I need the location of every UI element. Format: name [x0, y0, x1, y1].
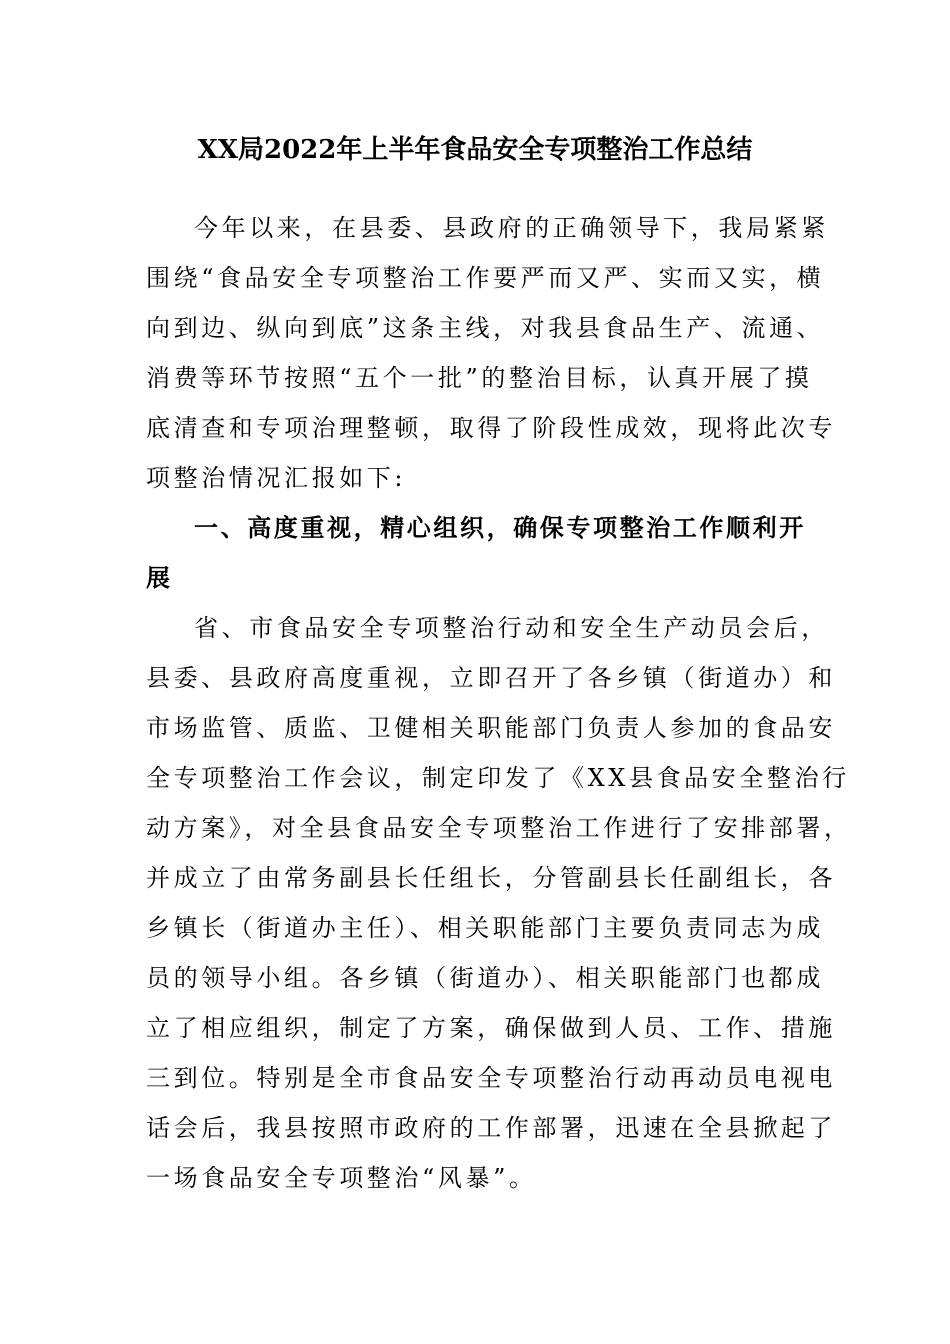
- intro-line: 项整治情况汇报如下:: [146, 464, 407, 492]
- intro-line: 消费等环节按照“五个一批”的整治目标，认真开展了摸: [146, 364, 813, 392]
- body-line: 动方案》，对全县食品安全专项整治工作进行了安排部署，: [146, 814, 852, 842]
- body-line: 市场监管、质监、卫健相关职能部门负责人参加的食品安: [146, 714, 836, 742]
- intro-line: 底清查和专项治理整顿，取得了阶段性成效，现将此次专: [146, 414, 836, 442]
- body-line: 乡镇长（街道办主任）、相关职能部门主要负责同志为成: [146, 914, 824, 942]
- intro-line: 向到边、纵向到底”这条主线，对我县食品生产、流通、: [146, 314, 825, 342]
- body-line: 三到位。特别是全市食品安全专项整治行动再动员电视电: [146, 1064, 836, 1092]
- body-line: 立了相应组织，制定了方案，确保做到人员、工作、措施: [146, 1014, 836, 1042]
- document-title: XX局2022年上半年食品安全专项整治工作总结: [197, 135, 753, 165]
- body-line: 话会后，我县按照市政府的工作部署，迅速在全县掀起了: [146, 1114, 836, 1142]
- body-line: 员的领导小组。各乡镇（街道办）、相关职能部门也都成: [146, 964, 824, 992]
- body-line: 全专项整治工作会议，制定印发了《XX县食品安全整治行: [146, 764, 850, 792]
- section-heading: 展: [146, 564, 173, 592]
- body-line: 一场食品安全专项整治“风暴”。: [146, 1164, 537, 1192]
- body-line: 县委、县政府高度重视，立即召开了各乡镇（街道办）和: [146, 664, 836, 692]
- body-line: 并成立了由常务副县长任组长，分管副县长任副组长，各: [146, 864, 836, 892]
- intro-line: 今年以来，在县委、县政府的正确领导下，我局紧紧: [194, 214, 829, 242]
- body-line: 省、市食品安全专项整治行动和安全生产动员会后，: [194, 614, 829, 642]
- section-heading: 一、高度重视，精心组织，确保专项整治工作顺利开: [194, 514, 806, 542]
- intro-line: 围绕“食品安全专项整治工作要严而又严、实而又实，横: [146, 264, 825, 292]
